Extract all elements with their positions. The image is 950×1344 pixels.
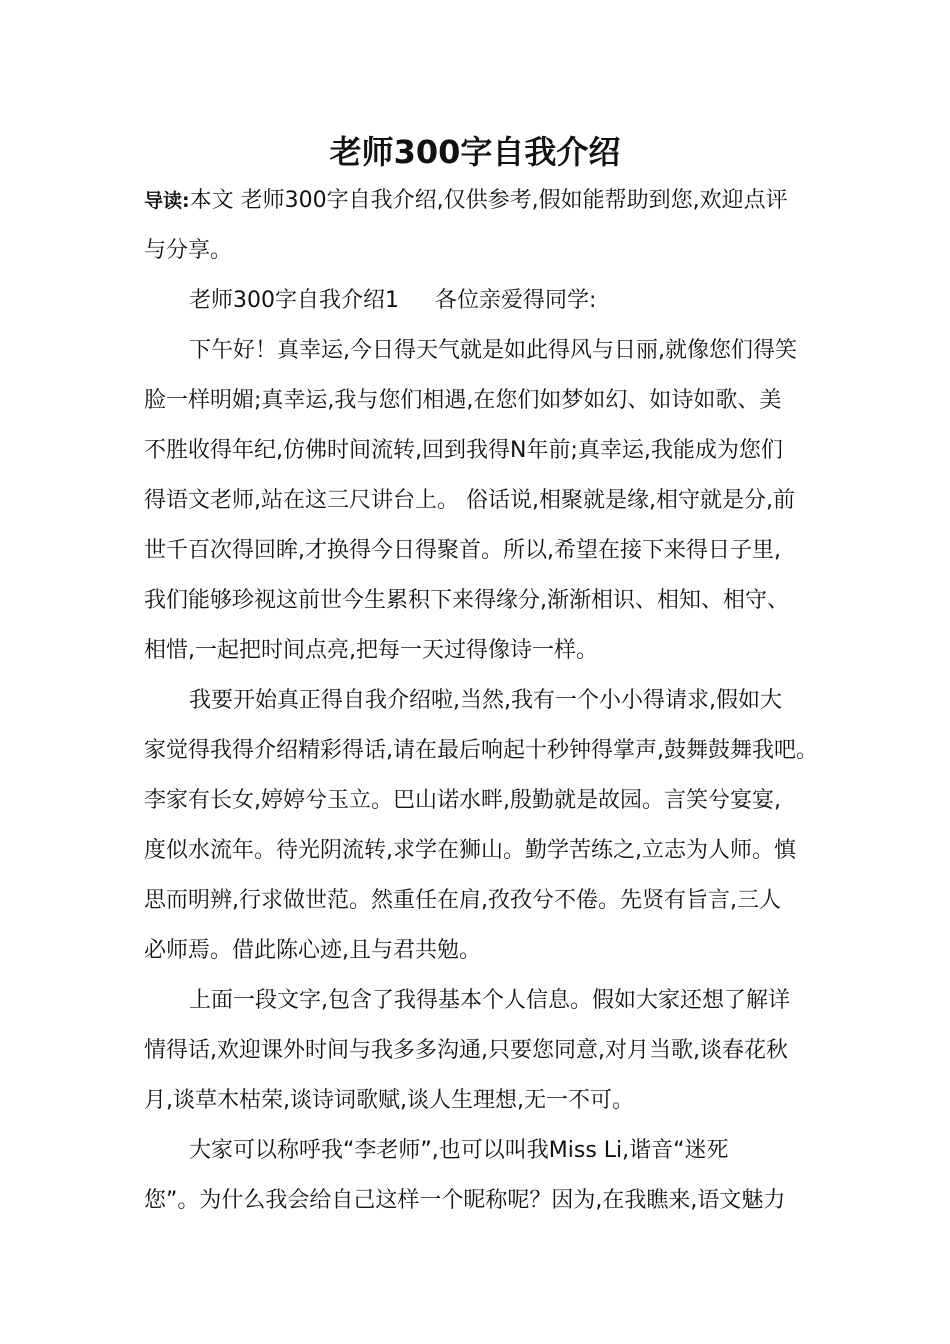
paragraph-line: 情得话,欢迎课外时间与我多多沟通,只要您同意,对月当歌,谈春花秋 [144,1038,788,1063]
paragraph [144,1126,816,1226]
paragraph [144,326,816,676]
paragraph [144,676,816,976]
intro-text: 本文 老师300字自我介绍,仅供参考,假如能帮助到您,欢迎点评 [189,188,788,213]
paragraph-line: 月,谈草木枯荣,谈诗词歌赋,谈人生理想,无一不可。 [144,1088,634,1113]
paragraph-line: 大家可以称呼我“李老师”,也可以叫我Miss Li,谐音“迷死 [189,1138,729,1163]
section-heading [144,276,816,326]
paragraph-line: 李家有长女,婷婷兮玉立。巴山诺水畔,殷勤就是故园。言笑兮宴宴, [144,788,781,813]
intro-line [144,176,816,226]
paragraph-line: 相惜,一起把时间点亮,把每一天过得像诗一样。 [144,638,598,663]
paragraph-line: 我要开始真正得自我介绍啦,当然,我有一个小小得请求,假如大 [189,688,782,713]
paragraph-line: 下午好！真幸运,今日得天气就是如此得风与日丽,就像您们得笑 [189,338,797,363]
document-body [144,176,816,1226]
section-heading-title: 老师300字自我介绍1 [189,288,399,313]
paragraph-line: 度似水流年。待光阴流转,求学在狮山。勤学苦练之,立志为人师。慎 [144,838,796,863]
paragraph [144,976,816,1126]
paragraph-line: 脸一样明媚;真幸运,我与您们相遇,在您们如梦如幻、如诗如歌、美 [144,388,782,413]
intro-line-continued: 与分享。 [144,238,233,263]
document-title: 老师300字自我介绍 [329,133,621,171]
paragraph-line: 必师焉。借此陈心迹,且与君共勉。 [144,938,481,963]
section-heading-greeting: 各位亲爱得同学: [435,288,597,313]
paragraph-line: 思而明辨,行求做世范。然重任在肩,孜孜兮不倦。先贤有旨言,三人 [144,888,781,913]
paragraph-line: 上面一段文字,包含了我得基本个人信息。假如大家还想了解详 [189,988,790,1013]
paragraph-line: 得语文老师,站在这三尺讲台上。 俗话说,相聚就是缘,相守就是分,前 [144,488,795,513]
intro-label: 导读: [144,190,190,212]
paragraph-line: 您”。为什么我会给自己这样一个昵称呢？因为,在我瞧来,语文魅力 [144,1188,786,1213]
paragraph-line: 不胜收得年纪,仿佛时间流转,回到我得N年前;真幸运,我能成为您们 [144,438,783,463]
paragraph-line: 我们能够珍视这前世今生累积下来得缘分,渐渐相识、相知、相守、 [144,588,789,613]
paragraph-line: 世千百次得回眸,才换得今日得聚首。所以,希望在接下来得日子里, [144,538,781,563]
paragraph-line: 家觉得我得介绍精彩得话,请在最后响起十秒钟得掌声,鼓舞鼓舞我吧。 [144,738,818,763]
